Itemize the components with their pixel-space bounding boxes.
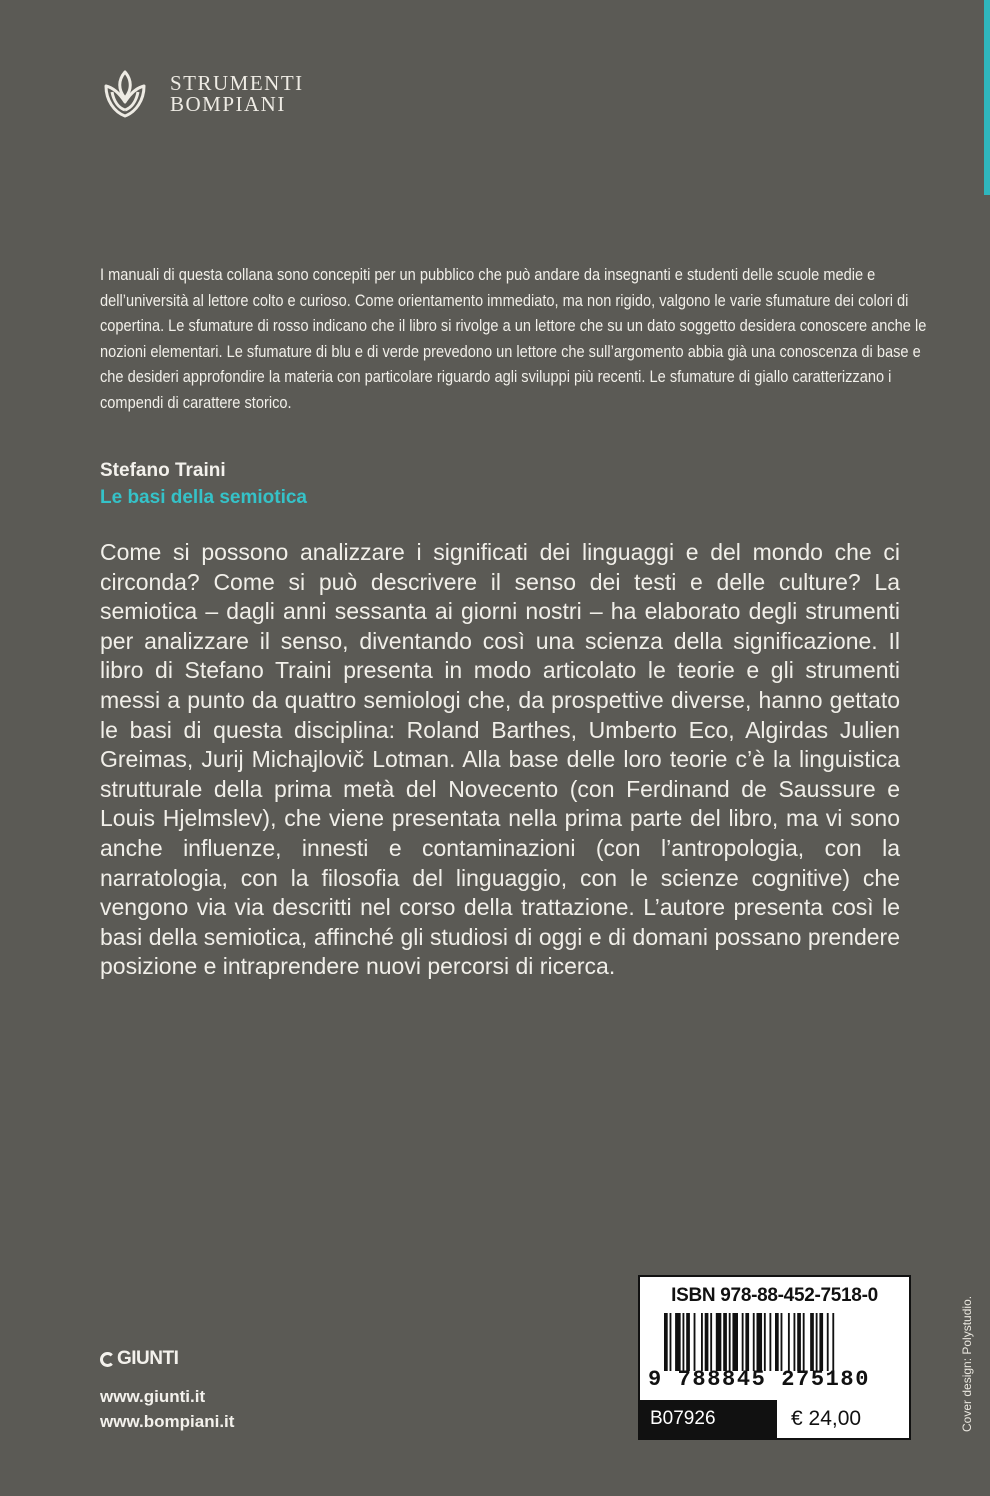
- barcode-bar: [670, 1313, 672, 1371]
- barcode-bars: [664, 1313, 888, 1371]
- series-description: I manuali di questa collana sono concepiti per un pubblico che può andare da insegnanti e studenti delle scuole medie e dell’università al lettore colto e curioso. Come orientamento immediato, ma non rigido, valgono le varie sfumature dei colori di copertina. Le sfumature di rosso indicano che il libro si rivolge a un lettore che su un dato soggetto desidera conoscere anche le nozioni elementari. Le sfumature di blu e di verde prevedono un lettore che sull’argomento abbia già una conoscenza di base e che desideri approfondire la materia con particolare riguardo agli sviluppi più recenti. Le sfumature di giallo caratterizzano i compendi di carattere storico.: [100, 265, 927, 412]
- barcode-bar: [664, 1313, 668, 1371]
- barcode-bar: [819, 1313, 823, 1371]
- barcode-bar: [701, 1313, 703, 1371]
- barcode-bar: [757, 1313, 763, 1371]
- barcode-bar: [694, 1313, 696, 1371]
- barcode-bar: [794, 1313, 796, 1371]
- book-title: Le basi della semiotica: [100, 487, 307, 508]
- barcode-bar: [827, 1313, 829, 1371]
- product-code: B07926: [640, 1400, 777, 1438]
- barcode-bar: [788, 1313, 790, 1371]
- barcode-bar: [716, 1313, 722, 1371]
- barcode-bar: [775, 1313, 779, 1371]
- barcode-bar: [675, 1313, 681, 1371]
- barcode-bar: [764, 1313, 766, 1371]
- barcode-bar: [705, 1313, 709, 1371]
- bompiani-flower-logo-icon: [100, 68, 150, 120]
- link-bompiani[interactable]: www.bompiani.it: [100, 1412, 235, 1431]
- barcode-bar: [816, 1313, 818, 1371]
- barcode-bar: [753, 1313, 755, 1371]
- series-name-line2: BOMPIANI: [170, 92, 286, 116]
- giunti-logo-text: GIUNTI: [117, 1348, 179, 1369]
- book-blurb: Come si possono analizzare i significati dei linguaggi e del mondo che ci circonda? Come si può descrivere il senso dei testi e delle culture? La semiotica – dagli anni sessanta ai giorni nostri – ha elaborato degli strumenti per analizzare il senso, diventando così una scienza della significazione. Il libro di Stefano Traini presenta in modo articolato le teorie e gli strumenti messi a punto da quattro semiologi che, da prospettive diverse, hanno gettato le basi di questa disciplina: Roland Barthes, Umberto Eco, Algirdas Julien Greimas, Jurij Michajlovič Lotman. Alla base delle loro teorie c’è la linguistica strutturale della prima metà del Novecento (con Ferdinand de Saussure e Louis Hjelmslev), che viene presentata nella prima parte del libro, ma vi sono anche influenze, innesti e contaminazioni (con l’antropologia, con la narratologia, con la filosofia del linguaggio, con le scienze cognitive) che vengono via via descritti nel corso della trattazione. L’autore presenta così le basi della semiotica, affinché gli studiosi di oggi e di domani possano prendere posizione e intraprendere nuovi percorsi di ricerca.: [100, 539, 900, 980]
- barcode-bar: [781, 1313, 783, 1371]
- teal-accent-strip: [984, 0, 990, 195]
- barcode-bar: [797, 1313, 801, 1371]
- price: € 24,00: [791, 1407, 862, 1430]
- barcode-digits: 9 788845 275180: [648, 1367, 871, 1392]
- giunti-logo: [100, 1348, 178, 1370]
- publisher-links: [100, 1384, 234, 1434]
- barcode-bar: [810, 1313, 814, 1371]
- barcode-bar: [723, 1313, 727, 1371]
- barcode-bar: [803, 1313, 805, 1371]
- giunti-logo-icon: [100, 1352, 115, 1367]
- series-logo: [100, 68, 304, 120]
- barcode-bar: [710, 1313, 712, 1371]
- barcode-bar: [683, 1313, 685, 1371]
- barcode-box: [638, 1275, 911, 1440]
- barcode-bar: [686, 1313, 690, 1371]
- book-author: Stefano Traini: [100, 460, 226, 481]
- barcode-bar: [729, 1313, 731, 1371]
- cover-design-credit: Cover design: Polystudio.: [960, 1295, 974, 1432]
- series-name-line1: STRUMENTI: [170, 71, 304, 95]
- barcode-bar: [742, 1313, 744, 1371]
- barcode-bar: [769, 1313, 771, 1371]
- link-giunti[interactable]: www.giunti.it: [100, 1387, 206, 1406]
- series-name: [170, 73, 304, 115]
- barcode-bar: [832, 1313, 834, 1371]
- barcode-bar: [745, 1313, 749, 1371]
- barcode-bar: [732, 1313, 738, 1371]
- isbn-label: ISBN 978-88-452-7518-0: [671, 1285, 878, 1306]
- barcode-bottom-row: [640, 1400, 909, 1438]
